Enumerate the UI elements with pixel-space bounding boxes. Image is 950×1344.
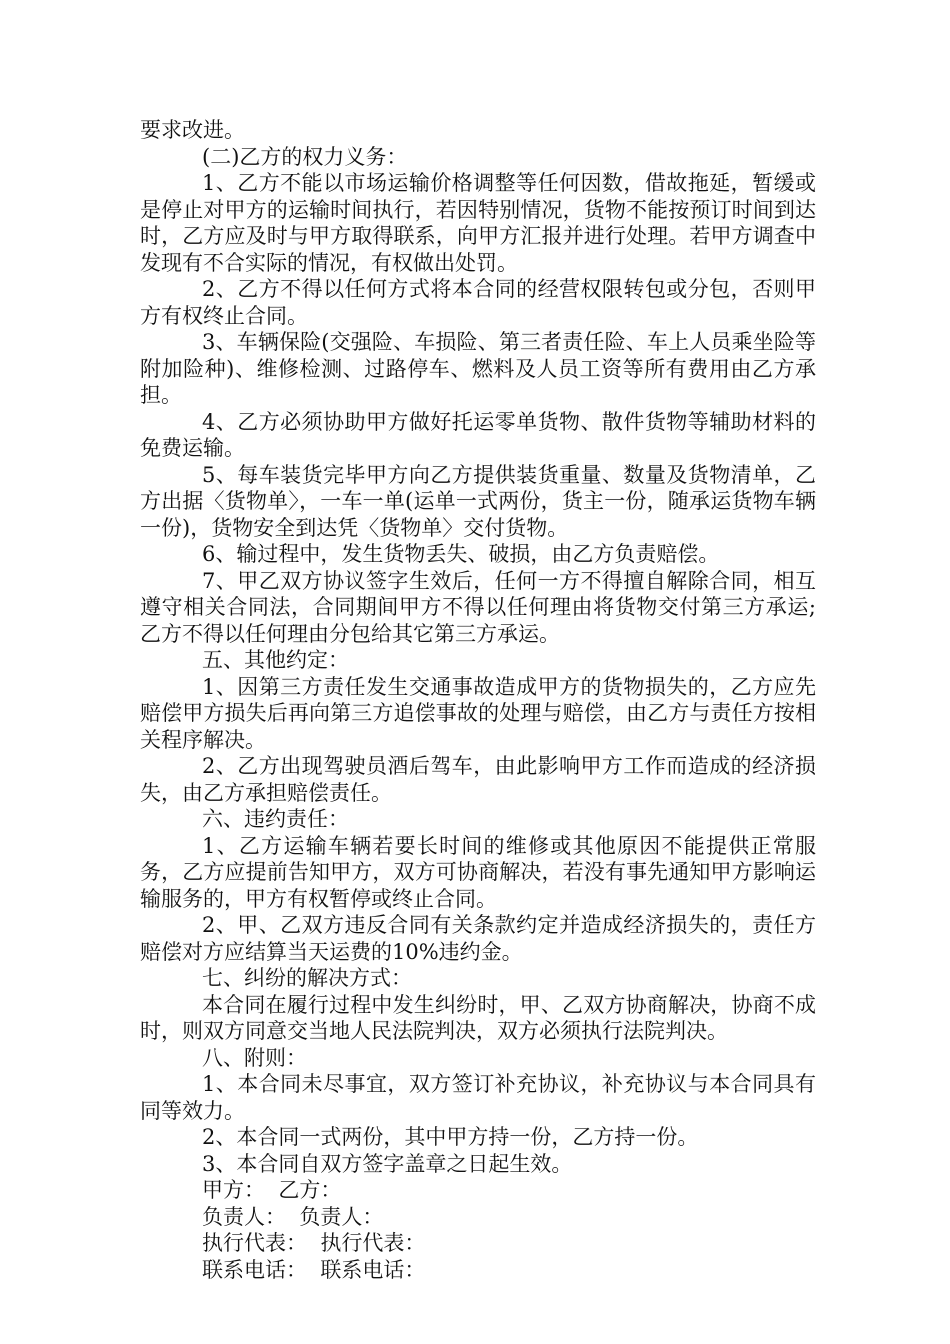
section-heading: 六、违约责任： <box>202 807 349 831</box>
paragraph: 2、乙方不得以任何方式将本合同的经营权限转包或分包，否则甲方有权终止合同。 <box>140 277 816 328</box>
paragraph: 1、乙方运输车辆若要长时间的维修或其他原因不能提供正常服务，乙方应提前告知甲方，双方可协商解决，若没有事先通知甲方影响运输服务的，甲方有权暂停或终止合同。 <box>140 833 816 911</box>
paragraph: 7、甲乙双方协议签字生效后，任何一方不得擅自解除合同，相互遵守相关合同法，合同期间甲方不得以任何理由将货物交付第三方承运;乙方不得以任何理由分包给其它第三方承运。 <box>140 568 816 646</box>
contract-body <box>140 117 816 1283</box>
signature-line-phone: 联系电话： 联系电话： <box>202 1257 426 1282</box>
paragraph: 1、乙方不能以市场运输价格调整等任何因数，借故拖延，暂缓或是停止对甲方的运输时间执行，若因特别情况，货物不能按预订时间到达时，乙方应及时与甲方取得联系，向甲方汇报并进行处理。若甲方调查中发现有不合实际的情况，有权做出处罚。 <box>140 171 816 275</box>
paragraph: 1、因第三方责任发生交通事故造成甲方的货物损失的，乙方应先赔偿甲方损失后再向第三方追偿事故的处理与赔偿，由乙方与责任方按相关程序解决。 <box>140 674 816 752</box>
signature-line-responsible: 负责人： 负责人： <box>202 1204 384 1229</box>
paragraph: 要求改进。 <box>140 118 245 142</box>
paragraph: 4、乙方必须协助甲方做好托运零单货物、散件货物等辅助材料的免费运输。 <box>140 409 816 460</box>
signature-line-party: 甲方： 乙方： <box>202 1178 342 1202</box>
section-heading: (二)乙方的权力义务： <box>202 144 408 169</box>
paragraph: 6、输过程中，发生货物丢失、破损，由乙方负责赔偿。 <box>202 542 720 566</box>
section-heading: 五、其他约定： <box>202 648 349 672</box>
paragraph: 3、车辆保险(交强险、车损险、第三者责任险、车上人员乘坐险等附加险种)、维修检测、过路停车、燃料及人员工资等所有费用由乙方承担。 <box>140 330 816 407</box>
signature-line-representative: 执行代表： 执行代表： <box>202 1231 426 1255</box>
paragraph: 2、乙方出现驾驶员酒后驾车，由此影响甲方工作而造成的经济损失，由乙方承担赔偿责任。 <box>140 754 816 805</box>
paragraph: 3、本合同自双方签字盖章之日起生效。 <box>202 1151 573 1176</box>
paragraph: 2、甲、乙双方违反合同有关条款约定并造成经济损失的，责任方赔偿对方应结算当天运费的10%违约金。 <box>140 913 816 964</box>
paragraph: 本合同在履行过程中发生纠纷时，甲、乙双方协商解决，协商不成时，则双方同意交当地人民法院判决，双方必须执行法院判决。 <box>140 992 816 1043</box>
paragraph: 1、本合同未尽事宜，双方签订补充协议，补充协议与本合同具有同等效力。 <box>140 1072 816 1123</box>
section-heading: 七、纠纷的解决方式： <box>202 966 412 990</box>
paragraph: 2、本合同一式两份，其中甲方持一份，乙方持一份。 <box>202 1125 699 1149</box>
section-heading: 八、附则： <box>202 1045 307 1070</box>
paragraph: 5、每车装货完毕甲方向乙方提供装货重量、数量及货物清单，乙方出据〈货物单〉，一车一单(运单一式两份，货主一份，随承运货物车辆一份)，货物安全到达凭〈货物单〉交付货物。 <box>140 462 816 540</box>
